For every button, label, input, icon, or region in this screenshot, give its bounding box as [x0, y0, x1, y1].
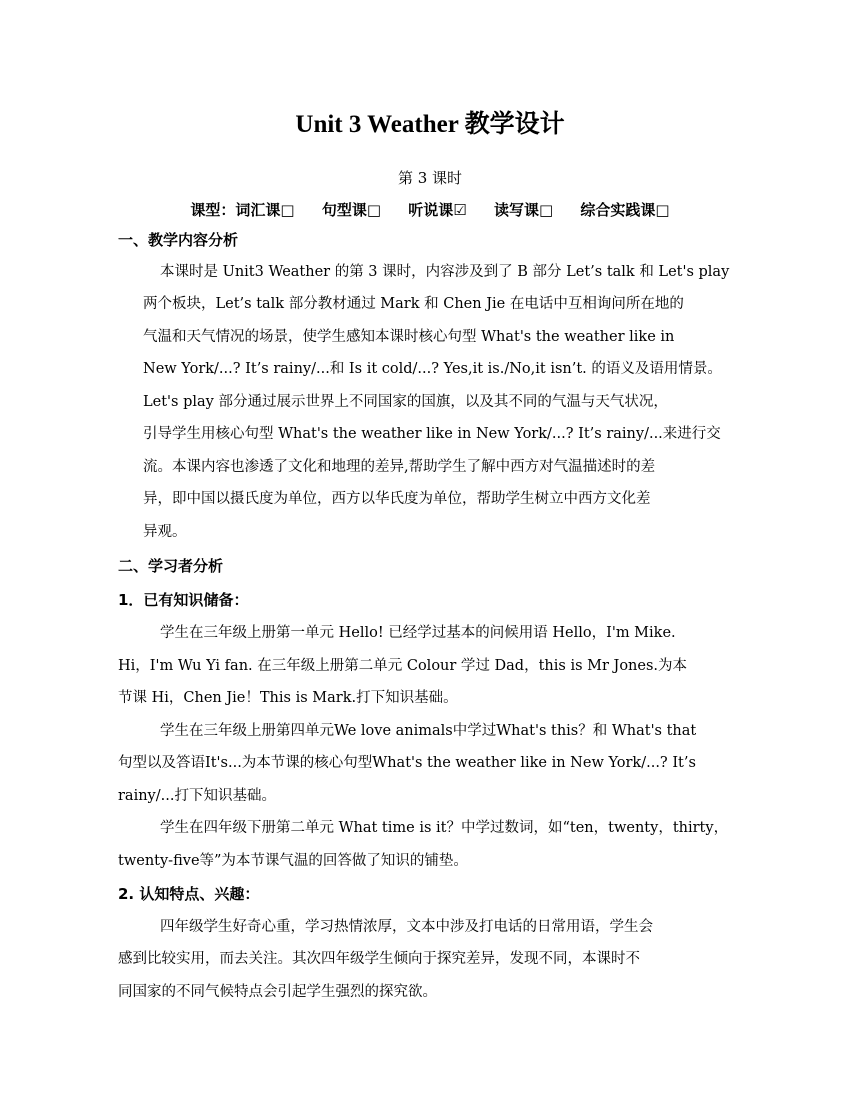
document-title: Unit 3 Weather 教学设计: [295, 111, 565, 138]
paragraph-line: 引导学生用核心句型 What's the weather like in New York/...? It’s rainy/...来进行交: [143, 426, 721, 442]
paragraph-line: 本课时是 Unit3 Weather 的第 3 课时，内容涉及到了 B 部分 Let’s talk 和 Let's play: [160, 264, 730, 280]
paragraph-line: 流。本课内容也渗透了文化和地理的差异,帮助学生了解中西方对气温描述时的差: [143, 459, 656, 475]
paragraph-line: Hi，I'm Wu Yi fan. 在三年级上册第二单元 Colour 学过 Dad，this is Mr Jones.为本: [118, 658, 688, 674]
lesson-type-row: [0, 200, 860, 220]
lesson-type-reading-writing: 读写课□: [493, 201, 554, 219]
paragraph-line: twenty-five等”为本节课气温的回答做了知识的铺垫。: [118, 853, 468, 869]
lesson-type-listening-speaking: 听说课☑: [408, 201, 467, 219]
paragraph-line: 气温和天气情况的场景，使学生感知本课时核心句型 What's the weather like in: [143, 329, 675, 345]
paragraph-line: New York/...? It’s rainy/...和 Is it cold/...? Yes,it is./No,it isn’t. 的语义及语用情景。: [143, 361, 722, 377]
paragraph-line: 节课 Hi，Chen Jie！This is Mark.打下知识基础。: [118, 690, 458, 706]
section-heading-content-analysis: 一、教学内容分析: [118, 231, 239, 249]
paragraph-line: 学生在三年级上册第四单元We love animals中学过What's this？和 What's that: [160, 723, 697, 739]
paragraph-line: 感到比较实用，而去关注。其次四年级学生倾向于探究差异，发现不同，本课时不: [118, 951, 640, 967]
paragraph-line: 学生在三年级上册第一单元 Hello! 已经学过基本的问候用语 Hello，I'm Mike.: [160, 625, 676, 641]
subsection-heading-prior-knowledge: 1．已有知识储备：: [118, 591, 249, 609]
paragraph-line: 异观。: [143, 524, 187, 540]
subsection-heading-cognitive-traits: 2. 认知特点、兴趣：: [118, 885, 260, 903]
paragraph-line: 异，即中国以摄氏度为单位，西方以华氏度为单位，帮助学生树立中西方文化差: [143, 491, 651, 507]
paragraph-line: 同国家的不同气候特点会引起学生强烈的探究欲。: [118, 984, 437, 1000]
paragraph-line: 两个板块，Let’s talk 部分教材通过 Mark 和 Chen Jie 在电话中互相询问所在地的: [143, 296, 684, 312]
lesson-type-practice: 综合实践课□: [580, 201, 670, 219]
paragraph-line: 学生在四年级下册第二单元 What time is it？中学过数词，如“ten，twenty，thirty，: [160, 820, 729, 836]
lesson-type-sentence: 句型课□: [321, 201, 382, 219]
lesson-type-vocabulary: 课型：词汇课□: [190, 201, 295, 219]
paragraph-line: 句型以及答语It's...为本节课的核心句型What's the weather like in New York/...? It’s: [118, 755, 696, 771]
paragraph-line: 四年级学生好奇心重，学习热情浓厚，文本中涉及打电话的日常用语，学生会: [160, 919, 653, 935]
lesson-number: 第 3 课时: [397, 169, 463, 187]
paragraph-line: rainy/...打下知识基础。: [118, 788, 276, 804]
section-heading-learner-analysis: 二、学习者分析: [118, 557, 224, 575]
paragraph-line: Let's play 部分通过展示世界上不同国家的国旗，以及其不同的气温与天气状况，: [143, 394, 668, 410]
